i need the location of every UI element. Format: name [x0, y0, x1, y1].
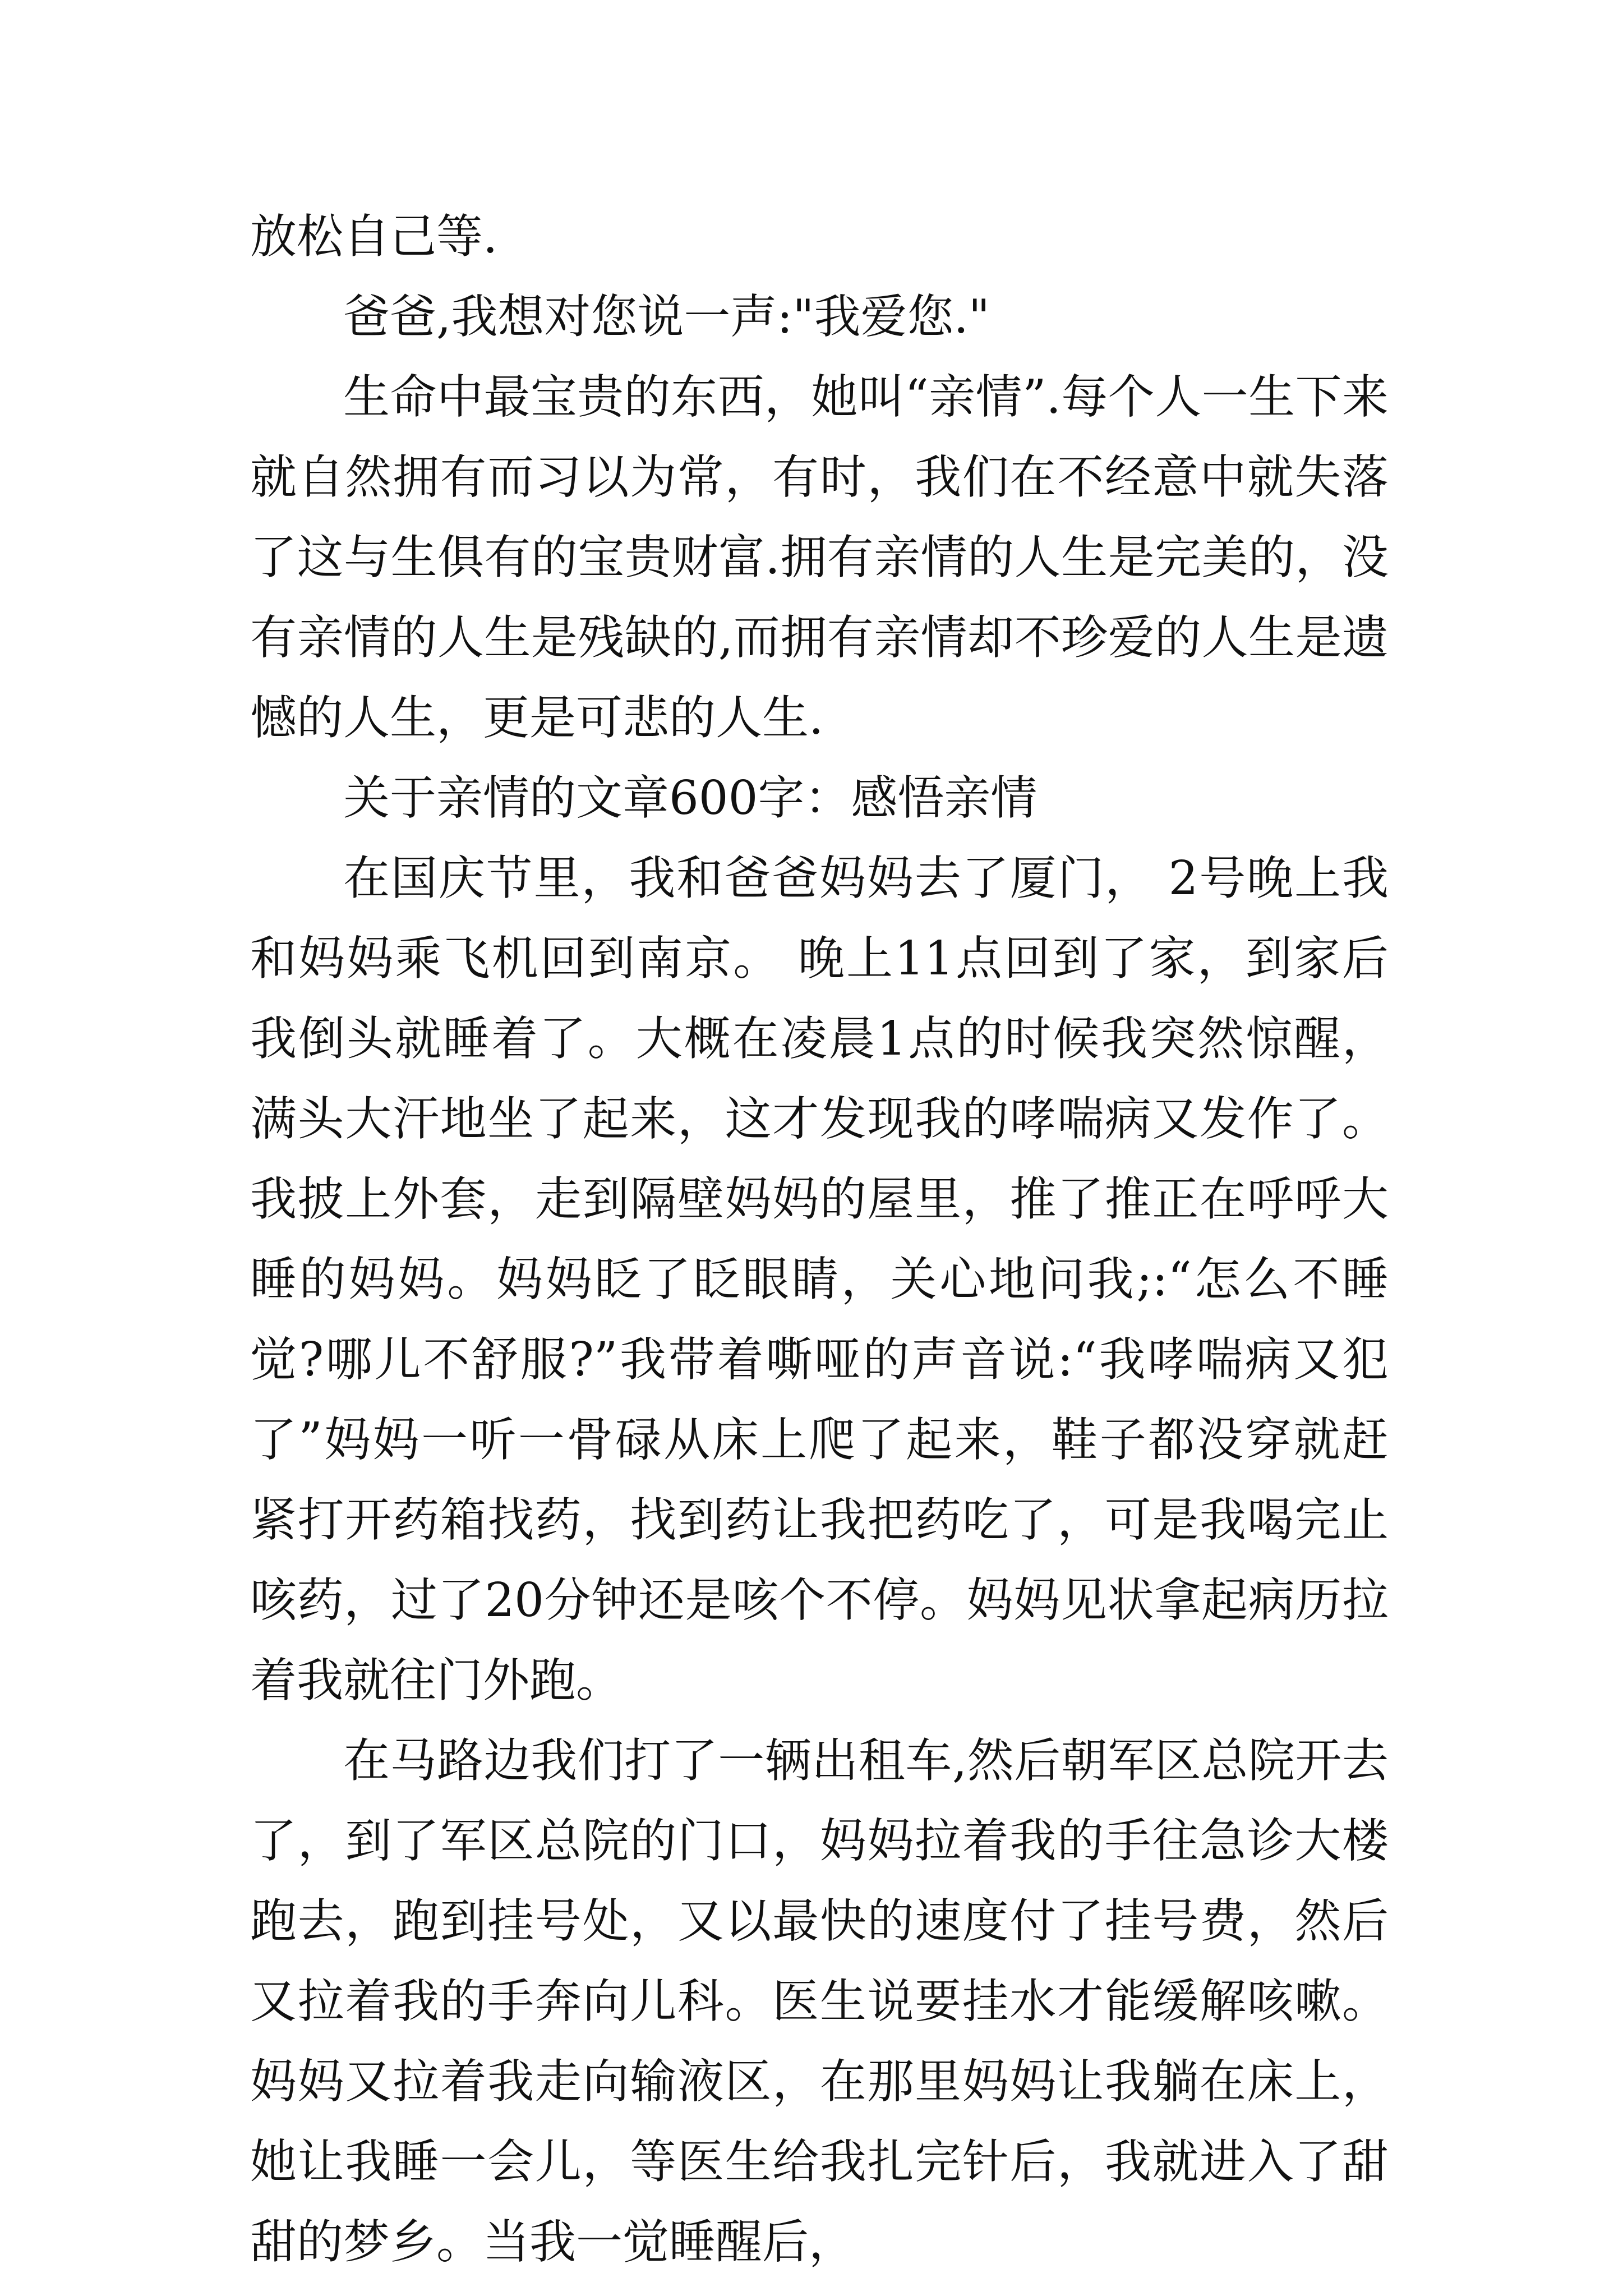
section-heading: 关于亲情的文章600字：感悟亲情: [343, 771, 1038, 825]
paragraph-hospital: 在马路边我们打了一辆出租车,然后朝军区总院开去了，到了军区总院的门口，妈妈拉着我的手往急诊大楼跑去，跑到挂号处，又以最快的速度付了挂号费，然后又拉着我的手奔向儿科。医生说要挂水才能缓解咳嗽。妈妈又拉着我走向输液区，在那里妈妈让我躺在床上，她让我睡一会儿，等医生给我扎完针后，我就进入了甜甜的梦乡。当我一觉睡醒后，: [250, 1733, 1389, 2269]
paragraph-national-day: 在国庆节里，我和爸爸妈妈去了厦门， 2号晚上我和妈妈乘飞机回到南京。 晚上11点回到了家，到家后我倒头就睡着了。大概在凌晨1点的时候我突然惊醒，满头大汗地坐了起来，这才发现我的哮喘病又发作了。我披上外套，走到隔壁妈妈的屋里，推了推正在呼呼大睡的妈妈。妈妈眨了眨眼睛，关心地问我;:“怎么不睡觉?哪儿不舒服?”我带着嘶哑的声音说:“我哮喘病又犯了”妈妈一听一骨碌从床上爬了起来，鞋子都没穿就赶紧打开药箱找药，找到药让我把药吃了，可是我喝完止咳药，过了20分钟还是咳个不停。妈妈见状拿起病历拉着我就往门外跑。: [250, 851, 1389, 1708]
paragraph-continuation: 放松自己等.: [250, 209, 498, 264]
document-body: [250, 196, 1389, 2282]
paragraph-family-love: 生命中最宝贵的东西，她叫“亲情”.每个人一生下来就自然拥有而习以为常，有时，我们在不经意中就失落了这与生俱有的宝贵财富.拥有亲情的人生是完美的，没有亲情的人生是残缺的,而拥有亲情却不珍爱的人生是遗憾的人生，更是可悲的人生.: [250, 370, 1389, 745]
paragraph-dad-message: 爸爸,我想对您说一声:"我爱您.": [343, 289, 990, 344]
